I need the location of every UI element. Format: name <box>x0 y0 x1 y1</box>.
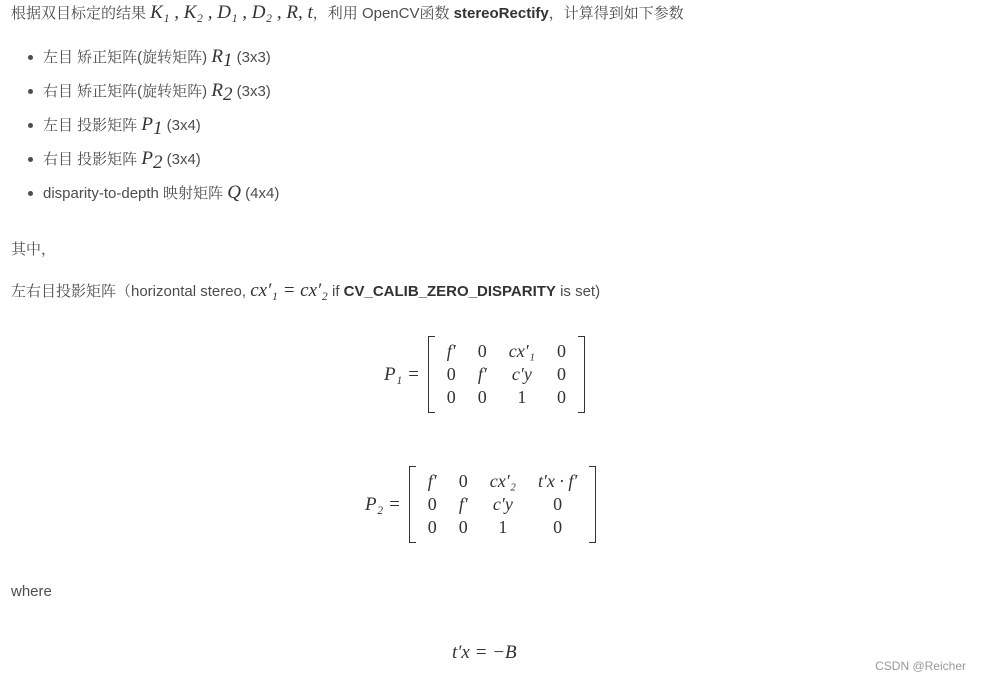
matrix-cell: f′ <box>427 471 437 491</box>
item-subscript: 1 <box>152 118 163 139</box>
list-item <box>43 74 279 108</box>
matrix-cell: f′ <box>458 494 468 514</box>
calib-vars: K₁ , K₂ , D₁ , D₂ , R, t <box>150 2 313 23</box>
matrix-cell: 0 <box>556 364 566 384</box>
parameter-list <box>0 40 279 210</box>
proj-suffix: is set) <box>555 283 601 300</box>
matrix-cell: f′ <box>477 364 487 384</box>
p1-lhs: P₁ = <box>384 363 420 385</box>
list-item <box>43 176 279 210</box>
matrix-cell: 0 <box>553 494 563 514</box>
p2-lhs: P₂ = <box>365 493 401 515</box>
intro-paragraph <box>11 2 684 24</box>
matrix-cell: cx′₂ <box>489 471 516 491</box>
p2-equation <box>365 470 596 539</box>
item-label: 右目 投影矩阵 <box>43 151 142 168</box>
matrix-cell: 1 <box>517 387 527 407</box>
proj-mid: if <box>327 283 344 300</box>
item-symbol: Q <box>227 182 241 203</box>
item-dimension: (3x3) <box>232 49 271 66</box>
list-item <box>43 108 279 142</box>
matrix-cell: 0 <box>458 517 468 537</box>
intro-suffix-b: ，计算得到如下参数 <box>548 5 684 22</box>
item-subscript: 2 <box>152 152 163 173</box>
matrix-row <box>436 386 577 409</box>
intro-suffix-a: ，利用 OpenCV函数 <box>312 5 454 22</box>
matrix-row <box>417 470 589 493</box>
matrix-cell: c′y <box>492 494 513 514</box>
item-dimension: (3x4) <box>162 117 201 134</box>
matrix-cell: 1 <box>498 517 508 537</box>
matrix-cell: 0 <box>556 387 566 407</box>
p1-equation <box>384 340 585 409</box>
zero-disparity-flag: CV_CALIB_ZERO_DISPARITY <box>343 283 556 300</box>
where-cn: 其中， <box>11 241 57 258</box>
matrix-cell: 0 <box>477 387 487 407</box>
list-item <box>43 40 279 74</box>
matrix-cell: 0 <box>446 387 456 407</box>
matrix-cell: 0 <box>427 494 437 514</box>
item-symbol: R <box>211 80 223 101</box>
item-symbol: R <box>211 46 223 67</box>
matrix-cell: cx′₁ <box>508 341 535 361</box>
item-symbol: P <box>141 148 153 169</box>
item-label: disparity-to-depth 映射矩阵 <box>43 185 228 202</box>
tx-equation: t′x = −B <box>452 642 517 663</box>
matrix-cell: 0 <box>477 341 487 361</box>
matrix-cell: 0 <box>446 364 456 384</box>
item-label: 左目 矫正矩阵(旋转矩阵) <box>43 49 212 66</box>
matrix-row <box>417 516 589 539</box>
list-item <box>43 142 279 176</box>
matrix-cell: 0 <box>556 341 566 361</box>
matrix-row <box>417 493 589 516</box>
function-name: stereoRectify <box>453 5 549 22</box>
matrix-row <box>436 363 577 386</box>
where-en: where <box>11 583 52 600</box>
item-subscript: 1 <box>222 50 233 71</box>
matrix-cell: 0 <box>427 517 437 537</box>
item-label: 左目 投影矩阵 <box>43 117 142 134</box>
item-dimension: (4x4) <box>240 185 280 202</box>
proj-prefix: 左右目投影矩阵（horizontal stereo, <box>11 283 251 300</box>
item-dimension: (3x3) <box>232 83 271 100</box>
item-dimension: (3x4) <box>162 151 201 168</box>
intro-prefix: 根据双目标定的结果 <box>11 5 151 22</box>
item-label: 右目 矫正矩阵(旋转矩阵) <box>43 83 212 100</box>
proj-eq: cx′₁ = cx′₂ <box>250 280 328 301</box>
matrix-cell: t′x · f′ <box>537 471 578 491</box>
matrix-cell: 0 <box>553 517 563 537</box>
matrix-cell: c′y <box>511 364 532 384</box>
p2-matrix <box>409 470 597 539</box>
item-subscript: 2 <box>222 84 233 105</box>
projection-line <box>11 280 600 302</box>
p1-matrix <box>428 340 585 409</box>
matrix-cell: 0 <box>458 471 468 491</box>
matrix-row <box>436 340 577 363</box>
item-symbol: P <box>141 114 153 135</box>
watermark: CSDN @Reicher <box>875 659 966 673</box>
matrix-cell: f′ <box>446 341 456 361</box>
